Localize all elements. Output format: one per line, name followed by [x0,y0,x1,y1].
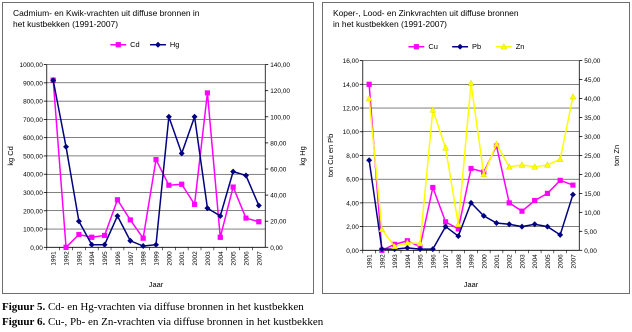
figure-6-label: Figuur 6. [2,316,46,328]
chart-cd-hg [2,2,314,294]
left-tick-label: 900,00 [23,80,43,88]
right-tick-label: 10,00 [584,209,601,217]
legend-marker-hg [155,42,161,48]
data-point-cd [154,157,159,162]
x-tick-label: 1991 [50,251,58,266]
figure-6-text: Cu-, Pb- en Zn-vrachten via diffuse bronnen in het kustbekken [45,316,324,328]
x-tick-label: 2006 [557,254,565,269]
data-point-cu [532,198,537,203]
left-tick-label: 200,00 [23,208,43,216]
x-tick-label: 2003 [519,254,527,269]
data-point-cd [231,185,236,190]
right-tick-label: 35,00 [584,114,601,122]
x-tick-label: 2007 [256,251,264,266]
right-axis-title: kg Hg [297,146,307,166]
right-tick-label: 20,00 [584,171,601,179]
chart-title-line: het kustbekken (1991-2007) [13,18,119,29]
x-tick-label: 1995 [417,254,425,269]
right-tick-label: 140,00 [270,62,290,70]
legend-marker-pb [457,44,463,50]
left-tick-label: 4,00 [346,200,359,208]
right-tick-label: 80,00 [270,140,287,148]
right-tick-label: 0,00 [584,247,597,255]
right-tick-label: 60,00 [270,166,287,174]
left-tick-label: 0,00 [346,247,359,255]
x-tick-label: 2006 [243,251,251,266]
x-tick-label: 2007 [570,254,578,269]
data-point-cd [179,182,184,187]
x-tick-label: 2005 [230,251,238,266]
data-point-cd [141,236,146,241]
x-tick-label: 1996 [114,251,122,266]
x-tick-label: 1997 [127,251,135,266]
legend-label-cd: Cd [130,40,140,50]
figure-5-caption [2,301,304,313]
data-point-cd [89,235,94,240]
left-axis-title: ton Cu en Pb [325,133,335,178]
x-tick-label: 1993 [392,254,400,269]
left-tick-label: 400,00 [23,171,43,179]
left-tick-label: 500,00 [23,153,43,161]
right-tick-label: 30,00 [584,133,601,141]
right-tick-label: 40,00 [584,96,601,104]
data-point-cu [545,191,550,196]
x-tick-label: 2000 [166,251,174,266]
right-tick-label: 5,00 [584,228,597,236]
x-tick-label: 1998 [455,254,463,269]
x-tick-label: 2005 [544,254,552,269]
data-point-cd [244,216,249,221]
data-point-cu [571,183,576,188]
right-tick-label: 40,00 [270,192,287,200]
legend-label-cu: Cu [428,42,438,52]
data-point-cd [64,245,69,250]
x-tick-label: 2001 [493,254,501,269]
x-tick-label: 2000 [481,254,489,269]
left-tick-label: 6,00 [346,176,359,184]
data-point-cd [102,233,107,238]
x-tick-label: 1998 [140,251,148,266]
left-axis-title: kg Cd [5,146,15,166]
data-point-cu [367,82,372,87]
data-point-cd [166,183,171,188]
right-tick-label: 45,00 [584,77,601,85]
x-axis-title: Jaar [148,280,164,290]
chart-title-line: Cadmium- en Kwik-vrachten uit diffuse bronnen in [13,7,200,18]
data-point-cu [520,209,525,214]
x-tick-label: 1995 [102,251,110,266]
x-axis-title: Jaar [463,280,479,290]
chart-title-line: in het kustbekken (1991-2007) [332,18,447,29]
figure-6-caption [2,316,323,328]
left-tick-label: 800,00 [23,98,43,106]
data-point-cd [115,197,120,202]
data-point-cd [256,219,261,224]
x-tick-label: 2001 [179,251,187,266]
left-tick-label: 1000,00 [19,62,43,70]
x-tick-label: 1993 [76,251,84,266]
legend-label-pb: Pb [472,42,482,52]
left-tick-label: 14,00 [342,81,359,89]
right-tick-label: 20,00 [270,218,287,226]
x-tick-label: 2004 [532,254,540,269]
left-tick-label: 300,00 [23,189,43,197]
right-axis-title: ton Zn [612,144,622,166]
x-tick-label: 1992 [379,254,387,269]
x-tick-label: 2002 [192,251,200,266]
data-point-cu [469,166,474,171]
left-tick-label: 2,00 [346,224,359,232]
x-tick-label: 1996 [430,254,438,269]
data-point-cu [507,200,512,205]
x-tick-label: 2003 [204,251,212,266]
legend-label-hg: Hg [169,40,180,50]
right-tick-label: 120,00 [270,88,290,96]
left-tick-label: 100,00 [23,226,43,234]
x-tick-label: 1997 [443,254,451,269]
legend-marker-cd [116,42,121,47]
data-point-cu [430,185,435,190]
right-tick-label: 25,00 [584,152,601,160]
left-tick-label: 8,00 [346,152,359,160]
left-tick-label: 12,00 [342,105,359,113]
x-tick-label: 2004 [217,251,225,266]
chart-cu-pb-zn-svg [323,3,629,293]
chart-title-line: Koper-, Lood- en Zinkvrachten uit diffuse bronnen [332,7,519,18]
figure-5-text: Cd- en Hg-vrachten via diffuse bronnen in het kustbekken [45,301,304,313]
left-tick-label: 0,00 [30,244,43,252]
right-tick-label: 100,00 [270,114,290,122]
x-tick-label: 1994 [404,254,412,269]
chart-cu-pb-zn [322,2,630,294]
legend-label-zn: Zn [515,42,525,52]
left-tick-label: 10,00 [342,129,359,137]
legend [408,42,524,51]
data-point-cd [128,218,133,223]
x-tick-label: 1994 [89,251,97,266]
data-point-cd [192,202,197,207]
data-point-cd [205,91,210,96]
legend [110,40,179,49]
legend-marker-cu [414,44,419,49]
data-point-cd [77,232,82,237]
data-point-cd [218,235,223,240]
left-tick-label: 600,00 [23,135,43,143]
x-tick-label: 2002 [506,254,514,269]
data-point-cu [443,219,448,224]
right-tick-label: 15,00 [584,190,601,198]
right-tick-label: 50,00 [584,58,601,66]
figure-5-label: Figuur 5. [2,301,46,313]
chart-cd-hg-svg [3,3,313,293]
data-point-cu [558,178,563,183]
right-tick-label: 0,00 [270,244,283,252]
left-tick-label: 16,00 [342,58,359,66]
x-tick-label: 1999 [153,251,161,266]
x-tick-label: 1992 [63,251,71,266]
left-tick-label: 700,00 [23,116,43,124]
x-tick-label: 1991 [366,254,374,269]
x-tick-label: 1999 [468,254,476,269]
